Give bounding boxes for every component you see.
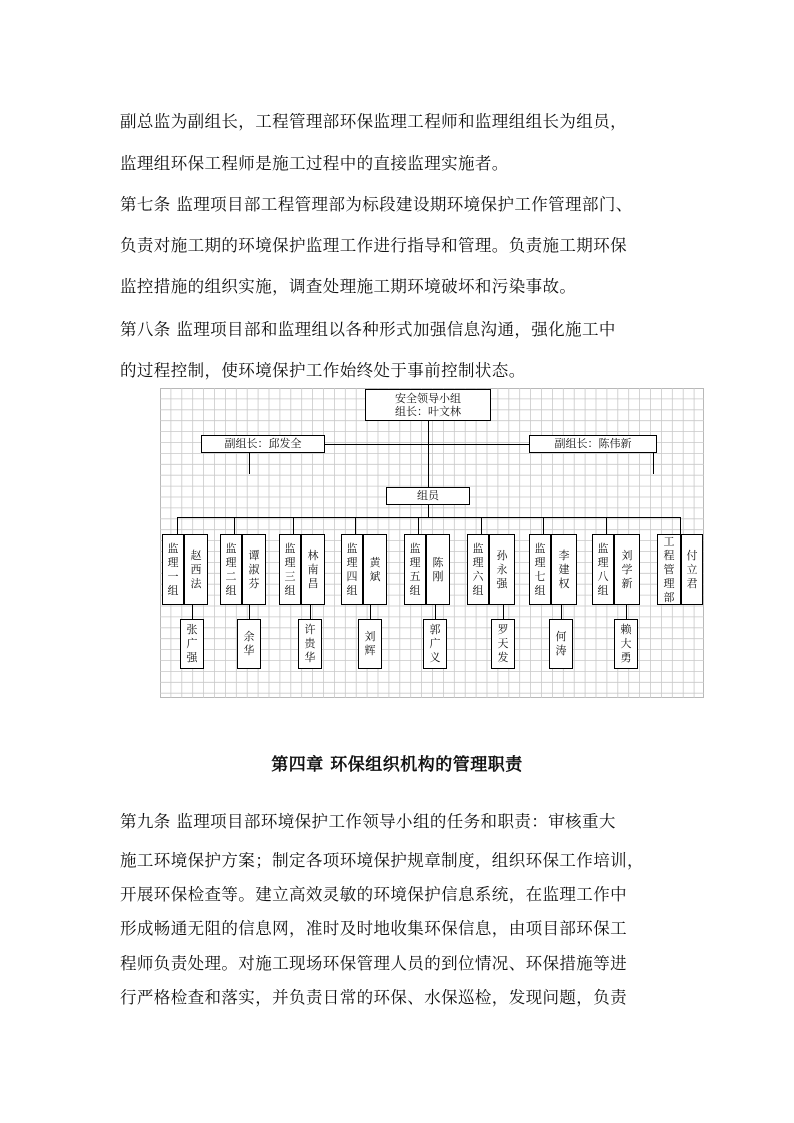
group-name-box: 监理八组 xyxy=(592,534,614,605)
text-line: 监控措施的组织实施，调查处理施工期环境破坏和污染事故。 xyxy=(120,277,577,296)
group-head-box: 黄斌 xyxy=(363,534,387,605)
text-line: 形成畅通无阻的信息网，准时及时地收集环保信息，由项目部环保工 xyxy=(120,919,627,938)
group-name-box: 监理一组 xyxy=(162,534,184,605)
connector-line xyxy=(293,517,294,534)
connector-line xyxy=(310,605,311,619)
group-head-box: 孙永强 xyxy=(489,534,515,605)
group-name-box: 工程管理部 xyxy=(657,534,681,605)
chapter-heading: 第四章 环保组织机构的管理职责 xyxy=(271,755,523,775)
connector-line xyxy=(481,517,482,534)
connector-line xyxy=(192,605,193,619)
text-line: 第七条 监理项目部工程管理部为标段建设期环境保护工作管理部门、 xyxy=(120,195,633,214)
env-engineer-box: 余华 xyxy=(237,619,261,669)
connector-line xyxy=(428,444,429,487)
connector-line xyxy=(428,421,429,444)
group-head-box: 谭淑芬 xyxy=(242,534,266,605)
org-chart xyxy=(160,388,704,698)
env-engineer-box: 罗天发 xyxy=(491,619,515,669)
text-line: 第九条 监理项目部环境保护工作领导小组的任务和职责：审核重大 xyxy=(120,812,616,831)
group-name-box: 监理二组 xyxy=(220,534,242,605)
connector-line xyxy=(370,605,371,619)
connector-line xyxy=(606,517,607,534)
text-line: 开展环保检查等。建立高效灵敏的环境保护信息系统，在监理工作中 xyxy=(120,885,627,904)
leadership-group-title: 安全领导小组 xyxy=(395,392,461,405)
text-line: 程师负责处理。对施工现场环保管理人员的到位情况、环保措施等进 xyxy=(120,954,627,973)
connector-line xyxy=(418,517,419,534)
env-engineer-box: 刘辉 xyxy=(358,619,382,669)
connector-line xyxy=(234,517,235,534)
text-line: 的过程控制，使环境保护工作始终处于事前控制状态。 xyxy=(120,361,526,380)
deputy-leader-box: 副组长：邱发全 xyxy=(201,435,325,453)
deputy-leader-box: 副组长：陈伟新 xyxy=(529,435,657,453)
group-head-box: 林南昌 xyxy=(301,534,325,605)
connector-line xyxy=(428,505,429,517)
env-engineer-box: 赖大勇 xyxy=(614,619,638,669)
group-head-box: 刘学新 xyxy=(614,534,640,605)
group-head-box: 付立君 xyxy=(681,534,703,605)
env-engineer-box: 许贵华 xyxy=(298,619,322,669)
group-name-box: 监理四组 xyxy=(341,534,363,605)
group-name-box: 监理五组 xyxy=(404,534,426,605)
connector-line xyxy=(355,517,356,534)
group-name-box: 监理六组 xyxy=(467,534,489,605)
env-engineer-box: 张广强 xyxy=(180,619,204,669)
leadership-group-box xyxy=(365,389,491,421)
text-line: 负责对施工期的环境保护监理工作进行指导和管理。负责施工期环保 xyxy=(120,236,627,255)
connector-line xyxy=(503,605,504,619)
env-engineer-box: 郭广义 xyxy=(423,619,447,669)
connector-line xyxy=(626,605,627,619)
text-line: 监理组环保工程师是施工过程中的直接监理实施者。 xyxy=(120,154,509,173)
env-engineer-box: 何涛 xyxy=(549,619,573,669)
connector-line xyxy=(249,605,250,619)
members-box: 组员 xyxy=(386,487,470,505)
connector-line xyxy=(435,605,436,619)
group-name-box: 监理七组 xyxy=(529,534,551,605)
connector-line xyxy=(680,517,681,534)
text-line: 副总监为副组长，工程管理部环保监理工程师和监理组组长为组员， xyxy=(120,112,627,131)
group-name-box: 监理三组 xyxy=(279,534,301,605)
text-line: 施工环境保护方案；制定各项环境保护规章制度，组织环保工作培训， xyxy=(120,851,644,870)
group-head-box: 陈刚 xyxy=(426,534,450,605)
group-head-box: 赵西法 xyxy=(184,534,208,605)
connector-line xyxy=(561,605,562,619)
connector-line xyxy=(177,517,178,534)
leadership-group-leader: 组长：叶文林 xyxy=(395,405,461,418)
text-line: 行严格检查和落实，并负责日常的环保、水保巡检，发现问题，负责 xyxy=(120,988,627,1007)
text-line: 第八条 监理项目部和监理组以各种形式加强信息沟通，强化施工中 xyxy=(120,320,616,339)
group-head-box: 李建权 xyxy=(551,534,577,605)
connector-line xyxy=(543,517,544,534)
